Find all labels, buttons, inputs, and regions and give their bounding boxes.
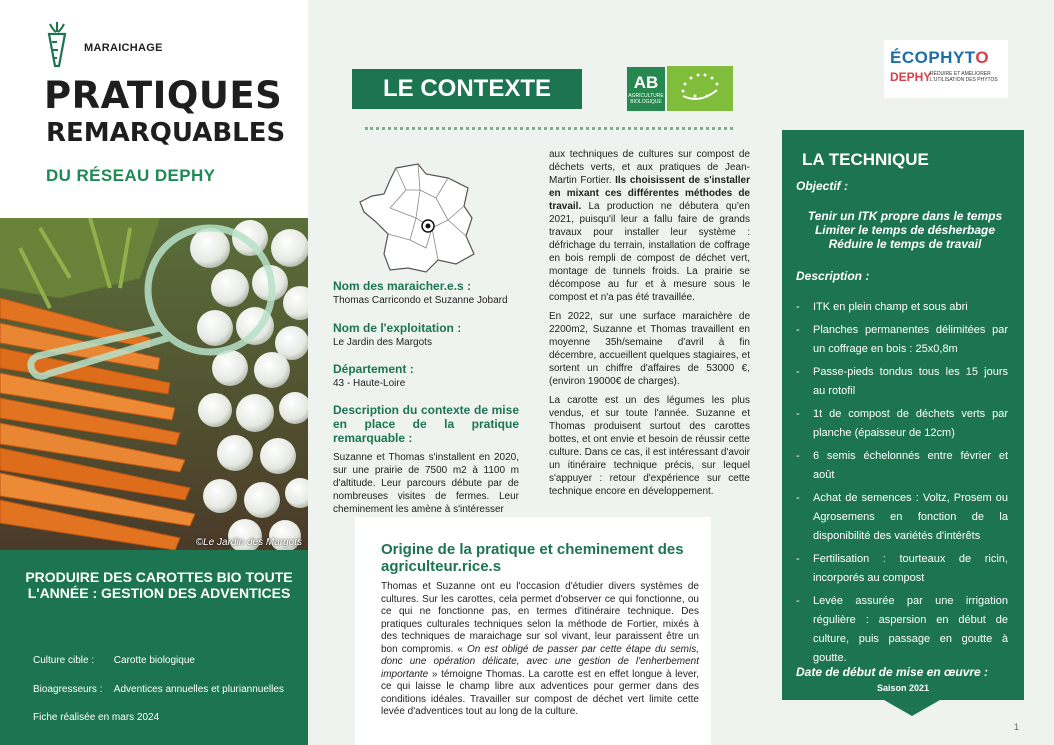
- list-item: - Levée assurée par une irrigation régulière : aspersion en début de culture, puis passage en goutte à goutte.: [796, 592, 1008, 668]
- technique-title: LA TECHNIQUE: [802, 150, 929, 169]
- culture-label: Culture cible :: [33, 655, 95, 666]
- eu-organic-logo: [667, 66, 733, 111]
- origine-text: Thomas et Suzanne ont eu l'occasion d'étudier divers systèmes de cultures. Sur les carottes, cela permet d'observer ce qui fonctionne, ou ce qui ne fonctionne pas, en termes d'itinéraire technique. Des pratiques culturales techniques selon la méthode de Fortier, mixés à des techniques de maraichage sur sol vivant, leur paraissent être un bon compromis. « On est obligé de passer par cette étape du semis, donc une opération délicate, avec une gestion de l'enherbement importante » témoigne Thomas. La carotte est en effet longue à lever, ce qui laisse le champ libre aux adventices pour germer dans des conditions idéales. Travailler sur compost de déchet vert limite cette levée d'adventices tout au long de la culture.: [381, 581, 699, 717]
- description-heading: Description :: [796, 269, 870, 283]
- carrots-photo: [0, 218, 308, 550]
- context-paragraph-3: La carotte est un des légumes les plus vendus, et sur toute l'année. Suzanne et Thomas produisent surtout des carottes bottes, et ont envie et besoin de réussir cette culture. Dans ce cas, il est intéressant d'avoir un itinéraire technique précis, sur lequel s'appuyer : retour d'expérience sur cette technique encore en développement.: [549, 395, 750, 497]
- dephy-tagline: RÉDUIRE ET AMÉLIORER L'UTILISATION DES PHYTOS: [930, 71, 998, 83]
- description-label: Description du contexte de mise en place de la pratique remarquable :: [333, 403, 519, 445]
- category-label: MARAICHAGE: [84, 42, 163, 54]
- list-item: - Planches permanentes délimitées par un coffrage en bois : 25x0,8m: [796, 321, 1008, 359]
- france-map: [356, 160, 486, 278]
- list-item: - 1t de compost de déchets verts par planche (épaisseur de 12cm): [796, 405, 1008, 443]
- bioagresseurs-row: [33, 684, 284, 695]
- departement-label: Département :: [333, 362, 414, 376]
- eu-leaf-icon: [667, 66, 733, 111]
- carrot-icon: [44, 20, 70, 68]
- summary-box: [0, 550, 308, 745]
- summary-title: PRODUIRE DES CAROTTES BIO TOUTE L'ANNÉE : GESTION DES ADVENTICES: [25, 569, 293, 601]
- technique-list: [796, 298, 1008, 672]
- maraicher-label: Nom des maraicher.e.s :: [333, 279, 472, 293]
- page-title-line1: PRATIQUES: [44, 74, 283, 117]
- list-item: - Fertilisation : tourteaux de ricin, incorporés au compost: [796, 550, 1008, 588]
- objectif-label: Objectif :: [796, 179, 849, 193]
- list-item: - Passe-pieds tondus tous les 15 jours au rotofil: [796, 363, 1008, 401]
- maraicher-value: Thomas Carricondo et Suzanne Jobard: [333, 295, 508, 306]
- date-value: Saison 2021: [876, 683, 930, 693]
- context-heading: LE CONTEXTE: [352, 69, 582, 109]
- page-number: 1: [1014, 722, 1020, 732]
- list-item: - 6 semis échelonnés entre février et août: [796, 447, 1008, 485]
- list-item: - Achat de semences : Voltz, Prosem ou Agrosemens en fonction de la disponibilité des variétés d'intérêts: [796, 489, 1008, 546]
- ecophyto-dephy-logo: [884, 40, 1008, 98]
- technique-panel: [782, 130, 1024, 700]
- origine-box: [355, 517, 711, 745]
- dotted-divider: [365, 127, 733, 130]
- carrots-illustration: [0, 218, 308, 550]
- departement-value: 43 - Haute-Loire: [333, 378, 406, 389]
- goal-item: Limiter le temps de désherbage: [814, 223, 996, 237]
- description-text: Suzanne et Thomas s'installent en 2020, sur une prairie de 7500 m2 à 1100 m d'altitude. Leur parcours débute par de nombreuses visites de fermes. Leur cheminement les amène à s'intéresser: [333, 452, 519, 515]
- date-label: Date de début de mise en œuvre :: [796, 665, 989, 679]
- exploitation-label: Nom de l'exploitation :: [333, 321, 462, 335]
- photo-credit: ©Le Jardin des Margots: [195, 537, 302, 548]
- page-title-line2: REMARQUABLES: [46, 118, 286, 148]
- ab-bio-logo: AB AGRICULTURE BIOLOGIQUE: [627, 67, 665, 111]
- objectif-goals: [792, 209, 1018, 251]
- ecophyto-wordmark: ÉCOPHYTO: [890, 48, 990, 67]
- list-item: - ITK en plein champ et sous abri: [796, 298, 1008, 317]
- context-paragraph-1: aux techniques de cultures sur compost de déchets verts, et aux pratiques de Jean-Martin Fortier. Ils choisissent de s'installer en mixant ces différentes méthodes de travail. La production ne débutera qu'en 2021, puisqu'il leur a fallu faire de grands travaux pour installer leur système : défrichage du terrain, installation de coffrage en bois rempli de compost de déchet vert, montage de tunnels froids. La prairie se décompose au fur et à mesure sous le compost et n'a pas été travaillée.: [549, 149, 750, 303]
- goal-item: Tenir un ITK propre dans le temps: [807, 209, 1003, 223]
- left-panel: [0, 0, 308, 745]
- dephy-wordmark: DEPHY: [890, 70, 932, 84]
- context-column-2: [549, 148, 750, 504]
- bioagresseurs-value: Adventices annuelles et pluriannuelles: [113, 684, 284, 695]
- bioagresseurs-label: Bioagresseurs :: [33, 684, 103, 695]
- goal-item: Réduire le temps de travail: [828, 237, 982, 251]
- fiche-date: Fiche réalisée en mars 2024: [33, 712, 160, 723]
- origine-title: Origine de la pratique et cheminement des agriculteur.rice.s: [381, 541, 684, 575]
- culture-value: Carotte biologique: [113, 655, 195, 666]
- page-subtitle: DU RÉSEAU DEPHY: [46, 166, 216, 185]
- context-paragraph-2: En 2022, sur une surface maraichère de 2200m2, Suzanne et Thomas travaillent en moyenne 35h/semaine d'avril à fin décembre, accueillent quelques stagiaires, et sortent un chiffre d'affaires de 53000 €, (environ 19000€ de charges).: [549, 311, 750, 387]
- technique-arrow: [884, 700, 940, 716]
- exploitation-value: Le Jardin des Margots: [333, 337, 432, 348]
- culture-row: [33, 655, 195, 666]
